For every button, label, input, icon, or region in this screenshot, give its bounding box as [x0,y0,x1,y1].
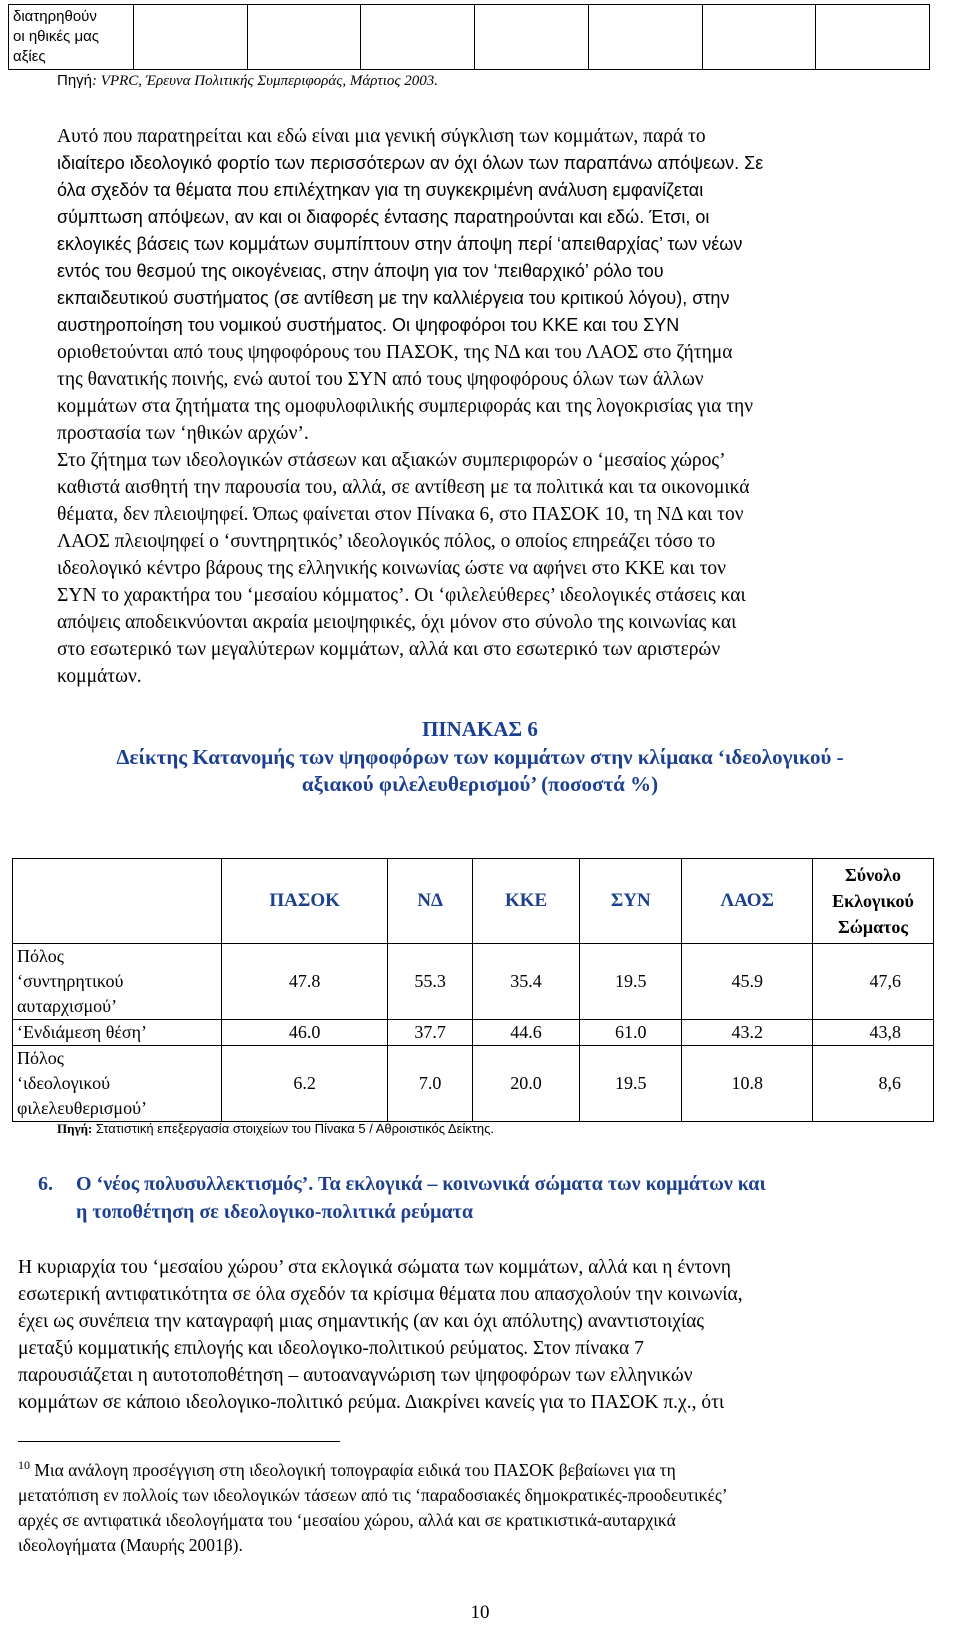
section-title-line2: η τοποθέτηση σε ιδεολογικο-πολιτικά ρεύματα [76,1201,474,1223]
source-note-1 [57,72,438,90]
previous-table-fragment [8,4,930,70]
footnote-line [18,1453,938,1483]
source-text: : VPRC, Έρευνα Πολιτικής Συμπεριφοράς, Μάρτιος 2003. [92,73,439,89]
paragraph-line: προστασία των ‘ηθικών αρχών’. [57,423,309,444]
header-party: ΣΥΝ [580,859,682,944]
table-cell: 7.0 [388,1046,473,1122]
row-label [13,1020,222,1046]
paragraph-line: μεταξύ κομματικής επιλογής και ιδεολογικο-πολιτικού ρεύματος. Στον πίνακα 7 [18,1338,644,1359]
row-label-line: αυταρχισμού’ [17,996,118,1016]
source-label: Πηγή: [57,1121,93,1136]
table-cell: 37.7 [388,1020,473,1046]
paragraph-line: παρουσιάζεται η αυτοτοποθέτηση – αυτοαναγνώριση των ψηφοφόρων των ελληνικών [18,1365,693,1386]
header-party: ΝΔ [388,859,473,944]
header-party: ΚΚΕ [472,859,579,944]
table-total-cell: 43,8 [813,1020,934,1046]
fragment-cell [475,5,589,70]
page-number: 10 [470,1602,490,1623]
header-total-line: Σώματος [837,917,909,937]
fragment-cell [361,5,475,70]
footnote-line: μετατόπιση εν πολλοίς των ιδεολογικών τάσεων από τις ‘παραδοσιακές δημοκρατικές-προοδευτικές’ [18,1484,728,1505]
paragraph-line: εσωτερική αντιφατικότητα σε όλα σχεδόν τα κρίσιμα θέματα που απασχολούν την κοινωνία, [18,1284,743,1305]
fragment-cell [702,5,816,70]
paragraph-line: κομμάτων. [57,666,142,687]
row-label-line: Πόλος [17,946,64,966]
table-subtitle-line2: αξιακού φιλελευθερισμού’ (ποσοστά %) [301,772,659,796]
table-row [13,1046,934,1122]
row-label-line: φιλελευθερισμού’ [17,1098,147,1118]
table-cell: 6.2 [222,1046,388,1122]
header-total-line: Σύνολο [845,865,901,885]
table-cell: 61.0 [580,1020,682,1046]
table-cell: 20.0 [472,1046,579,1122]
source-text: Στατιστική επεξεργασία στοιχείων του Πίνακα 5 / Αθροιστικός Δείκτης. [92,1121,495,1136]
footnote-line: αρχές σε αντιφατικά ιδεολογήματα του ‘μεσαίου χώρου, αλλά και σε κρατικιστικά-αυταρχικά [18,1509,676,1530]
row-label-line: ‘συντηρητικού [17,971,124,991]
header-party: ΠΑΣΟΚ [222,859,388,944]
fragment-line: διατηρηθούν [13,8,97,25]
footnote-separator [18,1441,340,1442]
paragraph-line: εντός του θεσμού της οικογένειας, στην άποψη για τον ‘πειθαρχικό’ ρόλο του [57,261,664,281]
paragraph-line: απόψεις αποδεικνύονται ακραία μειοψηφικές, όχι μόνον στο σύνολο της κοινωνίας και [57,612,737,633]
table-total-cell: 47,6 [813,944,934,1020]
source-label: Πηγή [57,72,93,89]
paragraph-line: έχει ως συνέπεια την καταγραφή μιας σημαντικής (αν και όχι απόλυτης) αναντιστοιχίας [18,1311,705,1332]
paragraph-line: εκλογικές βάσεις των κομμάτων συμπίπτουν στην άποψη περί ‘απειθαρχίας’ των νέων [57,234,743,254]
table-cell: 19.5 [580,944,682,1020]
table-row [13,1020,934,1046]
table-title: ΠΙΝΑΚΑΣ 6 [422,717,538,741]
paragraph-line: κομμάτων σε κάποιο ιδεολογικο-πολιτικό ρεύμα. Διακρίνει κανείς για το ΠΑΣΟΚ π.χ., ότι [18,1392,725,1413]
fragment-cell [134,5,248,70]
header-total-line: Εκλογικού [832,891,914,911]
section-number: 6. [38,1173,53,1195]
table-row [13,944,934,1020]
header-party: ΛΑΟΣ [682,859,813,944]
table-cell: 35.4 [472,944,579,1020]
table-cell: 43.2 [682,1020,813,1046]
table-cell: 44.6 [472,1020,579,1046]
table-total-cell: 8,6 [813,1046,934,1122]
paragraph-line: οριοθετούνται από τους ψηφοφόρους του ΠΑΣΟΚ, της ΝΔ και του ΛΑΟΣ στο ζήτημα [57,342,733,363]
row-label-line: Πόλος [17,1048,64,1068]
footnote-line: ιδεολογήματα (Μαυρής 2001β). [18,1534,243,1555]
paragraph-line: ιδεολογικό κέντρο βάρους της ελληνικής κοινωνίας ώστε να αφήνει στο ΚΚΕ και τον [57,558,726,579]
footnote-text: Μια ανάλογη προσέγγιση στη ιδεολογική τοπογραφία ειδικά του ΠΑΣΟΚ βεβαίωνει για τη [30,1459,676,1480]
table-cell: 55.3 [388,944,473,1020]
row-label [13,1046,222,1122]
paragraph-line: θέματα, δεν πλειοψηφεί. Όπως φαίνεται στον Πίνακα 6, στο ΠΑΣΟΚ 10, τη ΝΔ και τον [57,504,744,525]
header-total [813,859,934,944]
paragraph-line: σύμπτωση απόψεων, αν και οι διαφορές έντασης παρατηρούνται και εδώ. Έτσι, οι [57,207,710,227]
paragraph-line: όλα σχεδόν τα θέματα που επιλέχτηκαν για τη συγκεκριμένη ανάλυση εμφανίζεται [57,180,704,200]
paragraph-line: ΛΑΟΣ πλειοψηφεί ο ‘συντηρητικός’ ιδεολογικός πόλος, ο οποίος επηρεάζει τόσο το [57,531,716,552]
fragment-line: αξίες [13,48,46,65]
row-label [13,944,222,1020]
paragraph-line: καθιστά αισθητή την παρουσία του, αλλά, σε αντίθεση με τα πολιτικά και τα οικονομικά [57,477,750,498]
table-header-row [13,859,934,944]
table-cell: 10.8 [682,1046,813,1122]
source-note-2 [57,1121,494,1137]
paragraph-line: Αυτό που παρατηρείται και εδώ είναι μια γενική σύγκλιση των κομμάτων, παρά το [57,126,706,147]
fragment-label-cell [9,5,134,70]
fragment-line: οι ηθικές μας [13,28,99,45]
section-heading [38,1170,766,1226]
data-table [12,858,934,1122]
paragraph-line: ΣΥΝ το χαρακτήρα του ‘μεσαίου κόμματος’. Οι ‘φιλελεύθερες’ ιδεολογικές στάσεις και [57,585,746,606]
paragraph-line: αυστηροποίηση του νομικού συστήματος. Οι ψηφοφόροι του ΚΚΕ και του ΣΥΝ [57,315,680,335]
paragraph-line: Η κυριαρχία του ‘μεσαίου χώρου’ στα εκλογικά σώματα των κομμάτων, αλλά και η έντονη [18,1257,731,1278]
section-title-line1: Ο ‘νέος πολυσυλλεκτισμός’. Τα εκλογικά – κοινωνικά σώματα των κομμάτων και [76,1173,766,1195]
footnote-marker: 10 [18,1458,30,1472]
header-empty [13,859,222,944]
paragraph-2 [18,1254,938,1416]
row-label-line: ‘ιδεολογικού [17,1073,110,1093]
footnote [18,1453,938,1558]
table-cell: 46.0 [222,1020,388,1046]
paragraph-line: εκπαιδευτικού συστήματος (σε αντίθεση με την καλλιέργεια του κριτικού λόγου), στην [57,288,730,308]
table-cell: 45.9 [682,944,813,1020]
paragraph-line: της θανατικής ποινής, ενώ αυτοί του ΣΥΝ από τους ψηφοφόρους όλων των άλλων [57,369,704,390]
row-label-line: ‘Ενδιάμεση θέση’ [17,1022,147,1042]
paragraph-1 [57,123,917,690]
fragment-cell [588,5,702,70]
paragraph-line: κομμάτων στα ζητήματα της ομοφυλοφιλικής συμπεριφοράς και της λογοκρισίας για την [57,396,754,417]
table-cell: 19.5 [580,1046,682,1122]
paragraph-line: στο εσωτερικό των μεγαλύτερων κομμάτων, αλλά και στο εσωτερικό των αριστερών [57,639,721,660]
paragraph-line: Στο ζήτημα των ιδεολογικών στάσεων και αξιακών συμπεριφορών ο ‘μεσαίος χώρος’ [57,450,726,471]
fragment-cell [247,5,361,70]
fragment-cell [816,5,930,70]
table-cell: 47.8 [222,944,388,1020]
table-subtitle-line1: Δείκτης Κατανομής των ψηφοφόρων των κομμάτων στην κλίμακα ‘ιδεολογικού - [116,745,844,769]
paragraph-line: ιδιαίτερο ιδεολογικό φορτίο των περισσότερων αν όχι όλων των παραπάνω απόψεων. Σε [57,153,764,173]
